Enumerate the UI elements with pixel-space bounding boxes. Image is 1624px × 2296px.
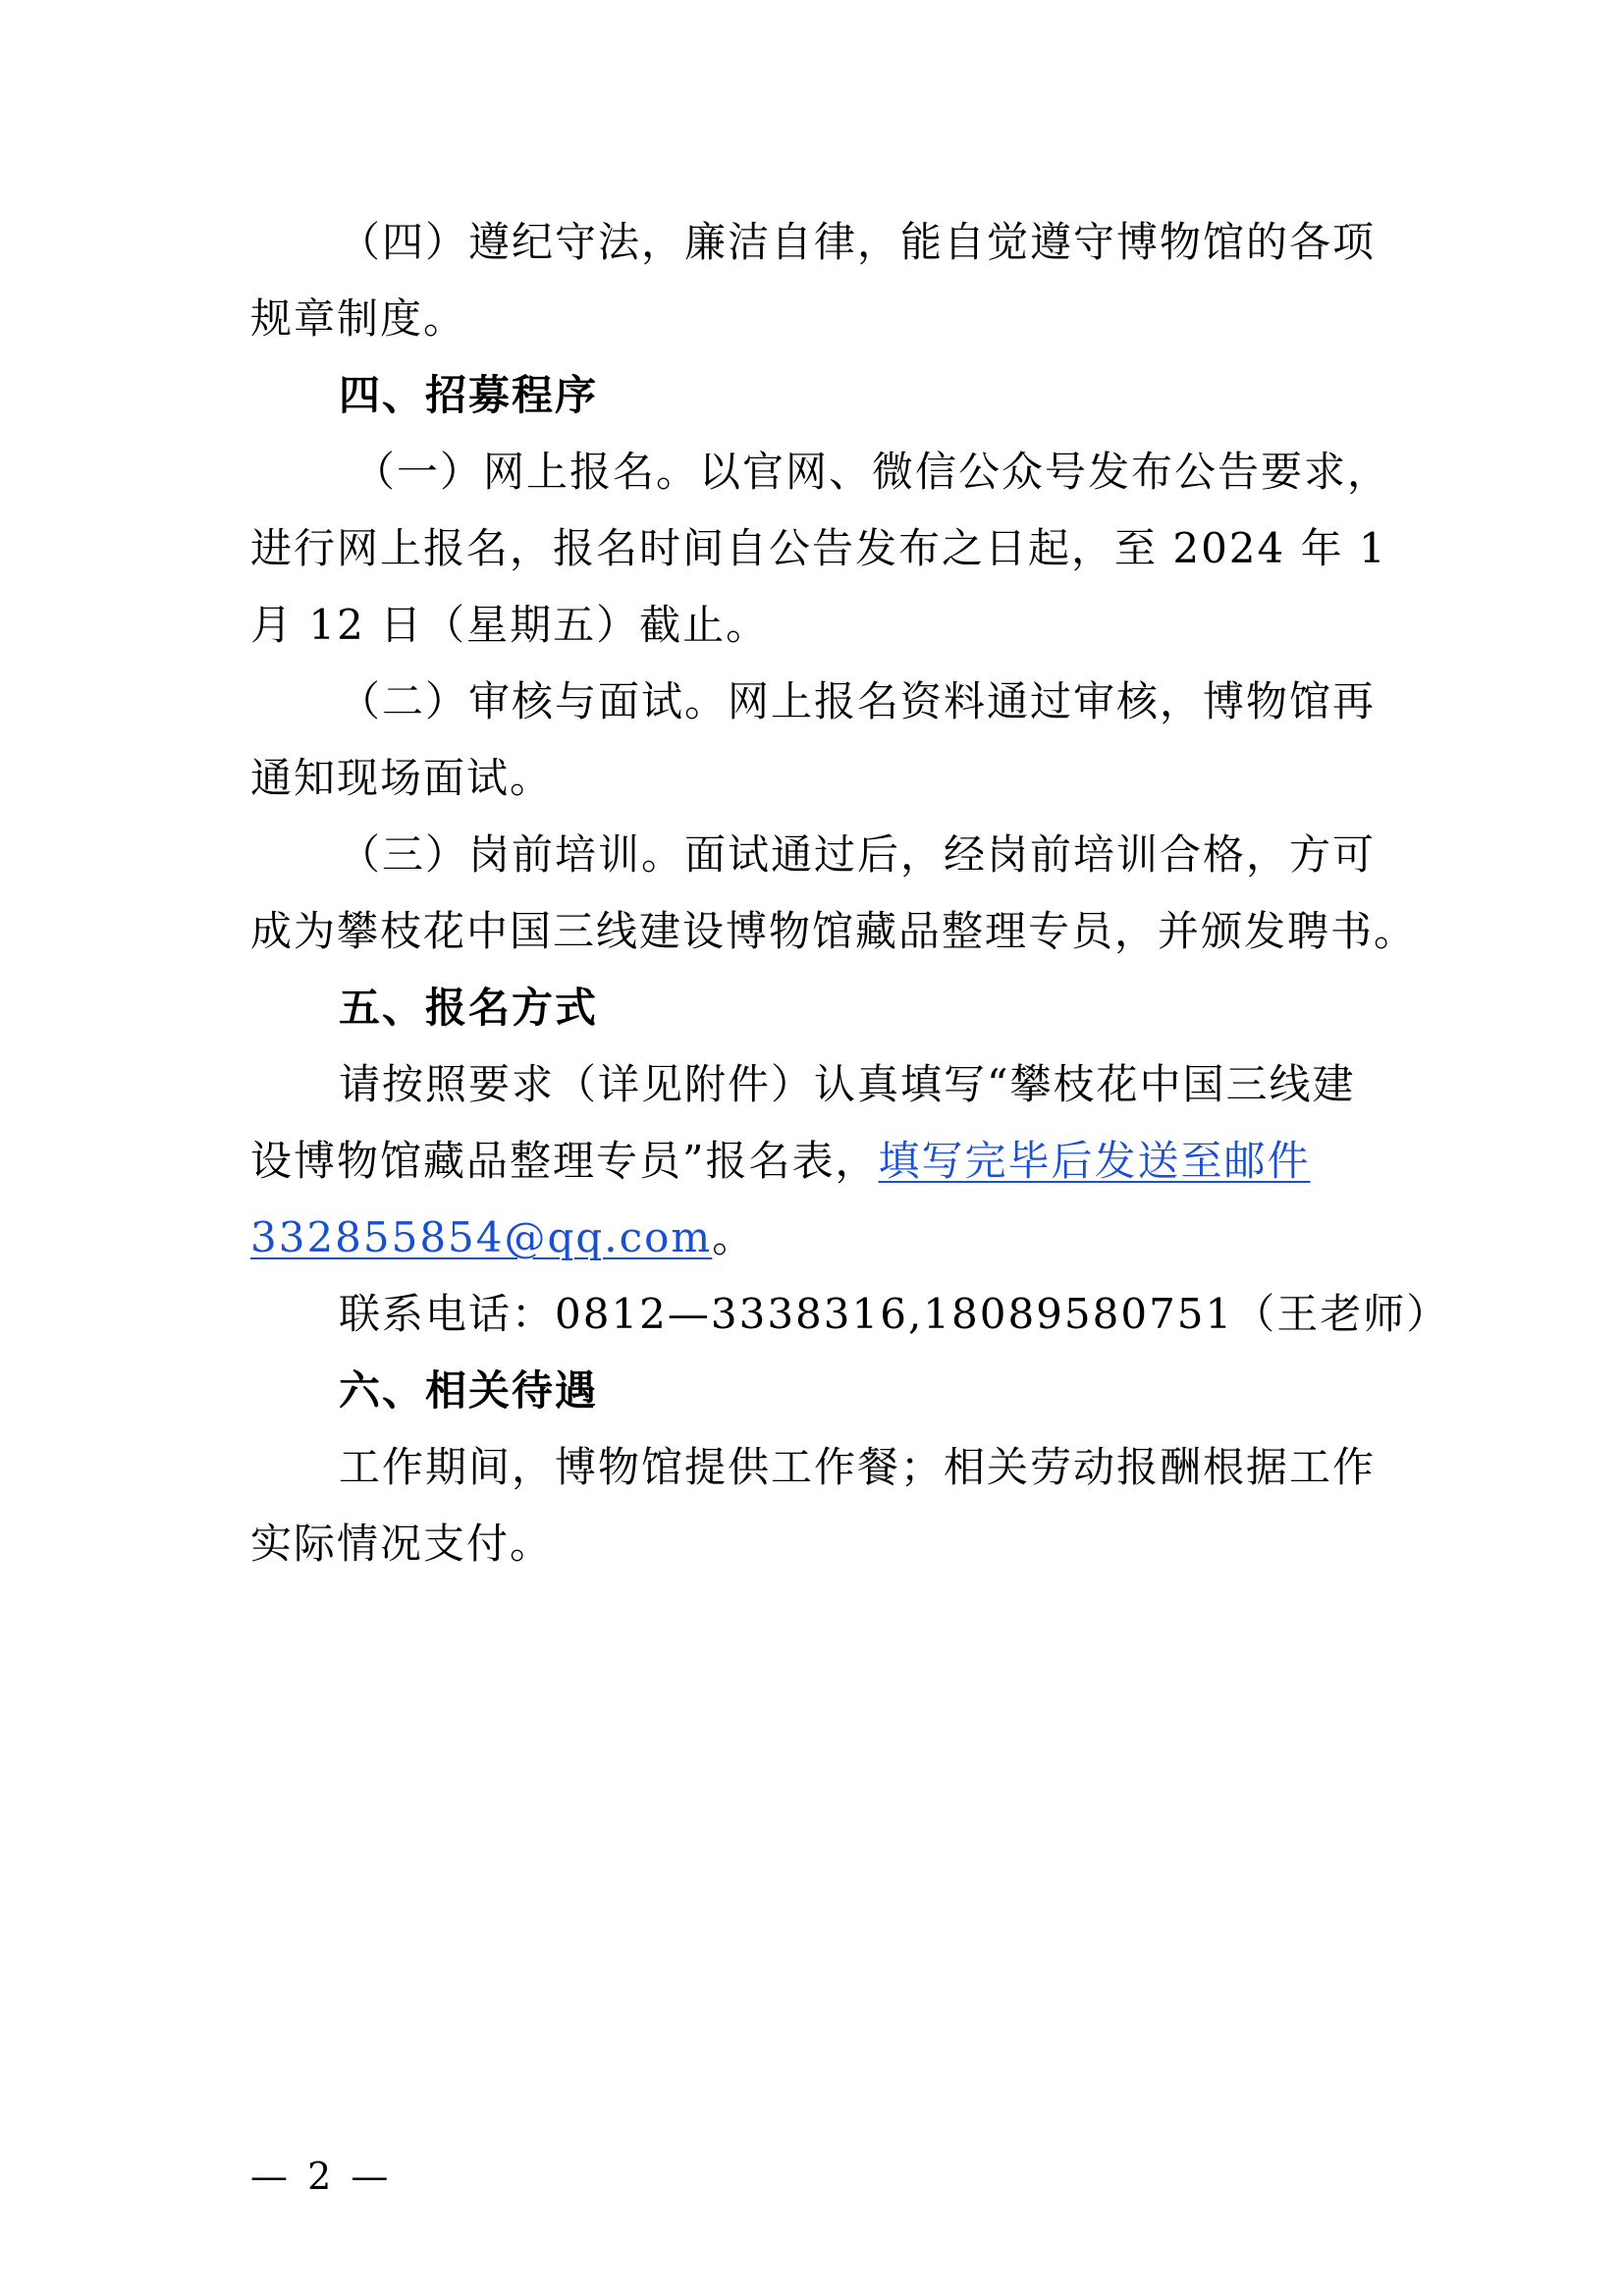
section4-p3-line2: 成为攀枝花中国三线建设博物馆藏品整理专员，并颁发聘书。 [250,907,1418,955]
section4-p2-line2: 通知现场面试。 [250,754,554,802]
section4-p1-line3: 月 12 日（星期五）截止。 [250,601,770,649]
section4-p2-line1: （二）审核与面试。网上报名资料通过审核，博物馆再 [339,677,1377,725]
section5-p1-line2 [250,1137,1311,1186]
section5-p1-line2-text: 设博物馆藏品整理专员”报名表， [250,1137,879,1185]
section5-p1-line3-text: 。 [712,1213,756,1261]
item4-line1: （四）遵纪守法，廉洁自律，能自觉遵守博物馆的各项 [339,218,1377,266]
section6-p1-line2: 实际情况支付。 [250,1520,554,1568]
section4-p3-line1: （三）岗前培训。面试通过后，经岗前培训合格，方可 [339,830,1377,879]
page-number: — 2 — [250,2155,393,2198]
section5-p1-line3 [250,1213,755,1262]
section4-heading: 四、招募程序 [339,371,599,419]
section6-p1-line1: 工作期间，博物馆提供工作餐；相关劳动报酬根据工作 [339,1443,1377,1491]
section6-heading: 六、相关待遇 [339,1366,599,1415]
section5-p1-line1: 请按照要求（详见附件）认真填写“攀枝花中国三线建 [339,1060,1356,1108]
section4-p1-line2: 进行网上报名，报名时间自公告发布之日起，至 2024 年 1 [250,524,1387,572]
item4-line2: 规章制度。 [250,294,467,343]
section5-heading: 五、报名方式 [339,984,599,1032]
email-instruction-link[interactable]: 填写完毕后发送至邮件 [878,1137,1311,1185]
contact-phone: 联系电话：0812—3338316,18089580751（王老师） [339,1290,1450,1338]
email-address-link[interactable]: 332855854@qq.com [250,1213,713,1261]
section4-p1-line1: （一）网上报名。以官网、微信公众号发布公告要求， [353,448,1391,496]
